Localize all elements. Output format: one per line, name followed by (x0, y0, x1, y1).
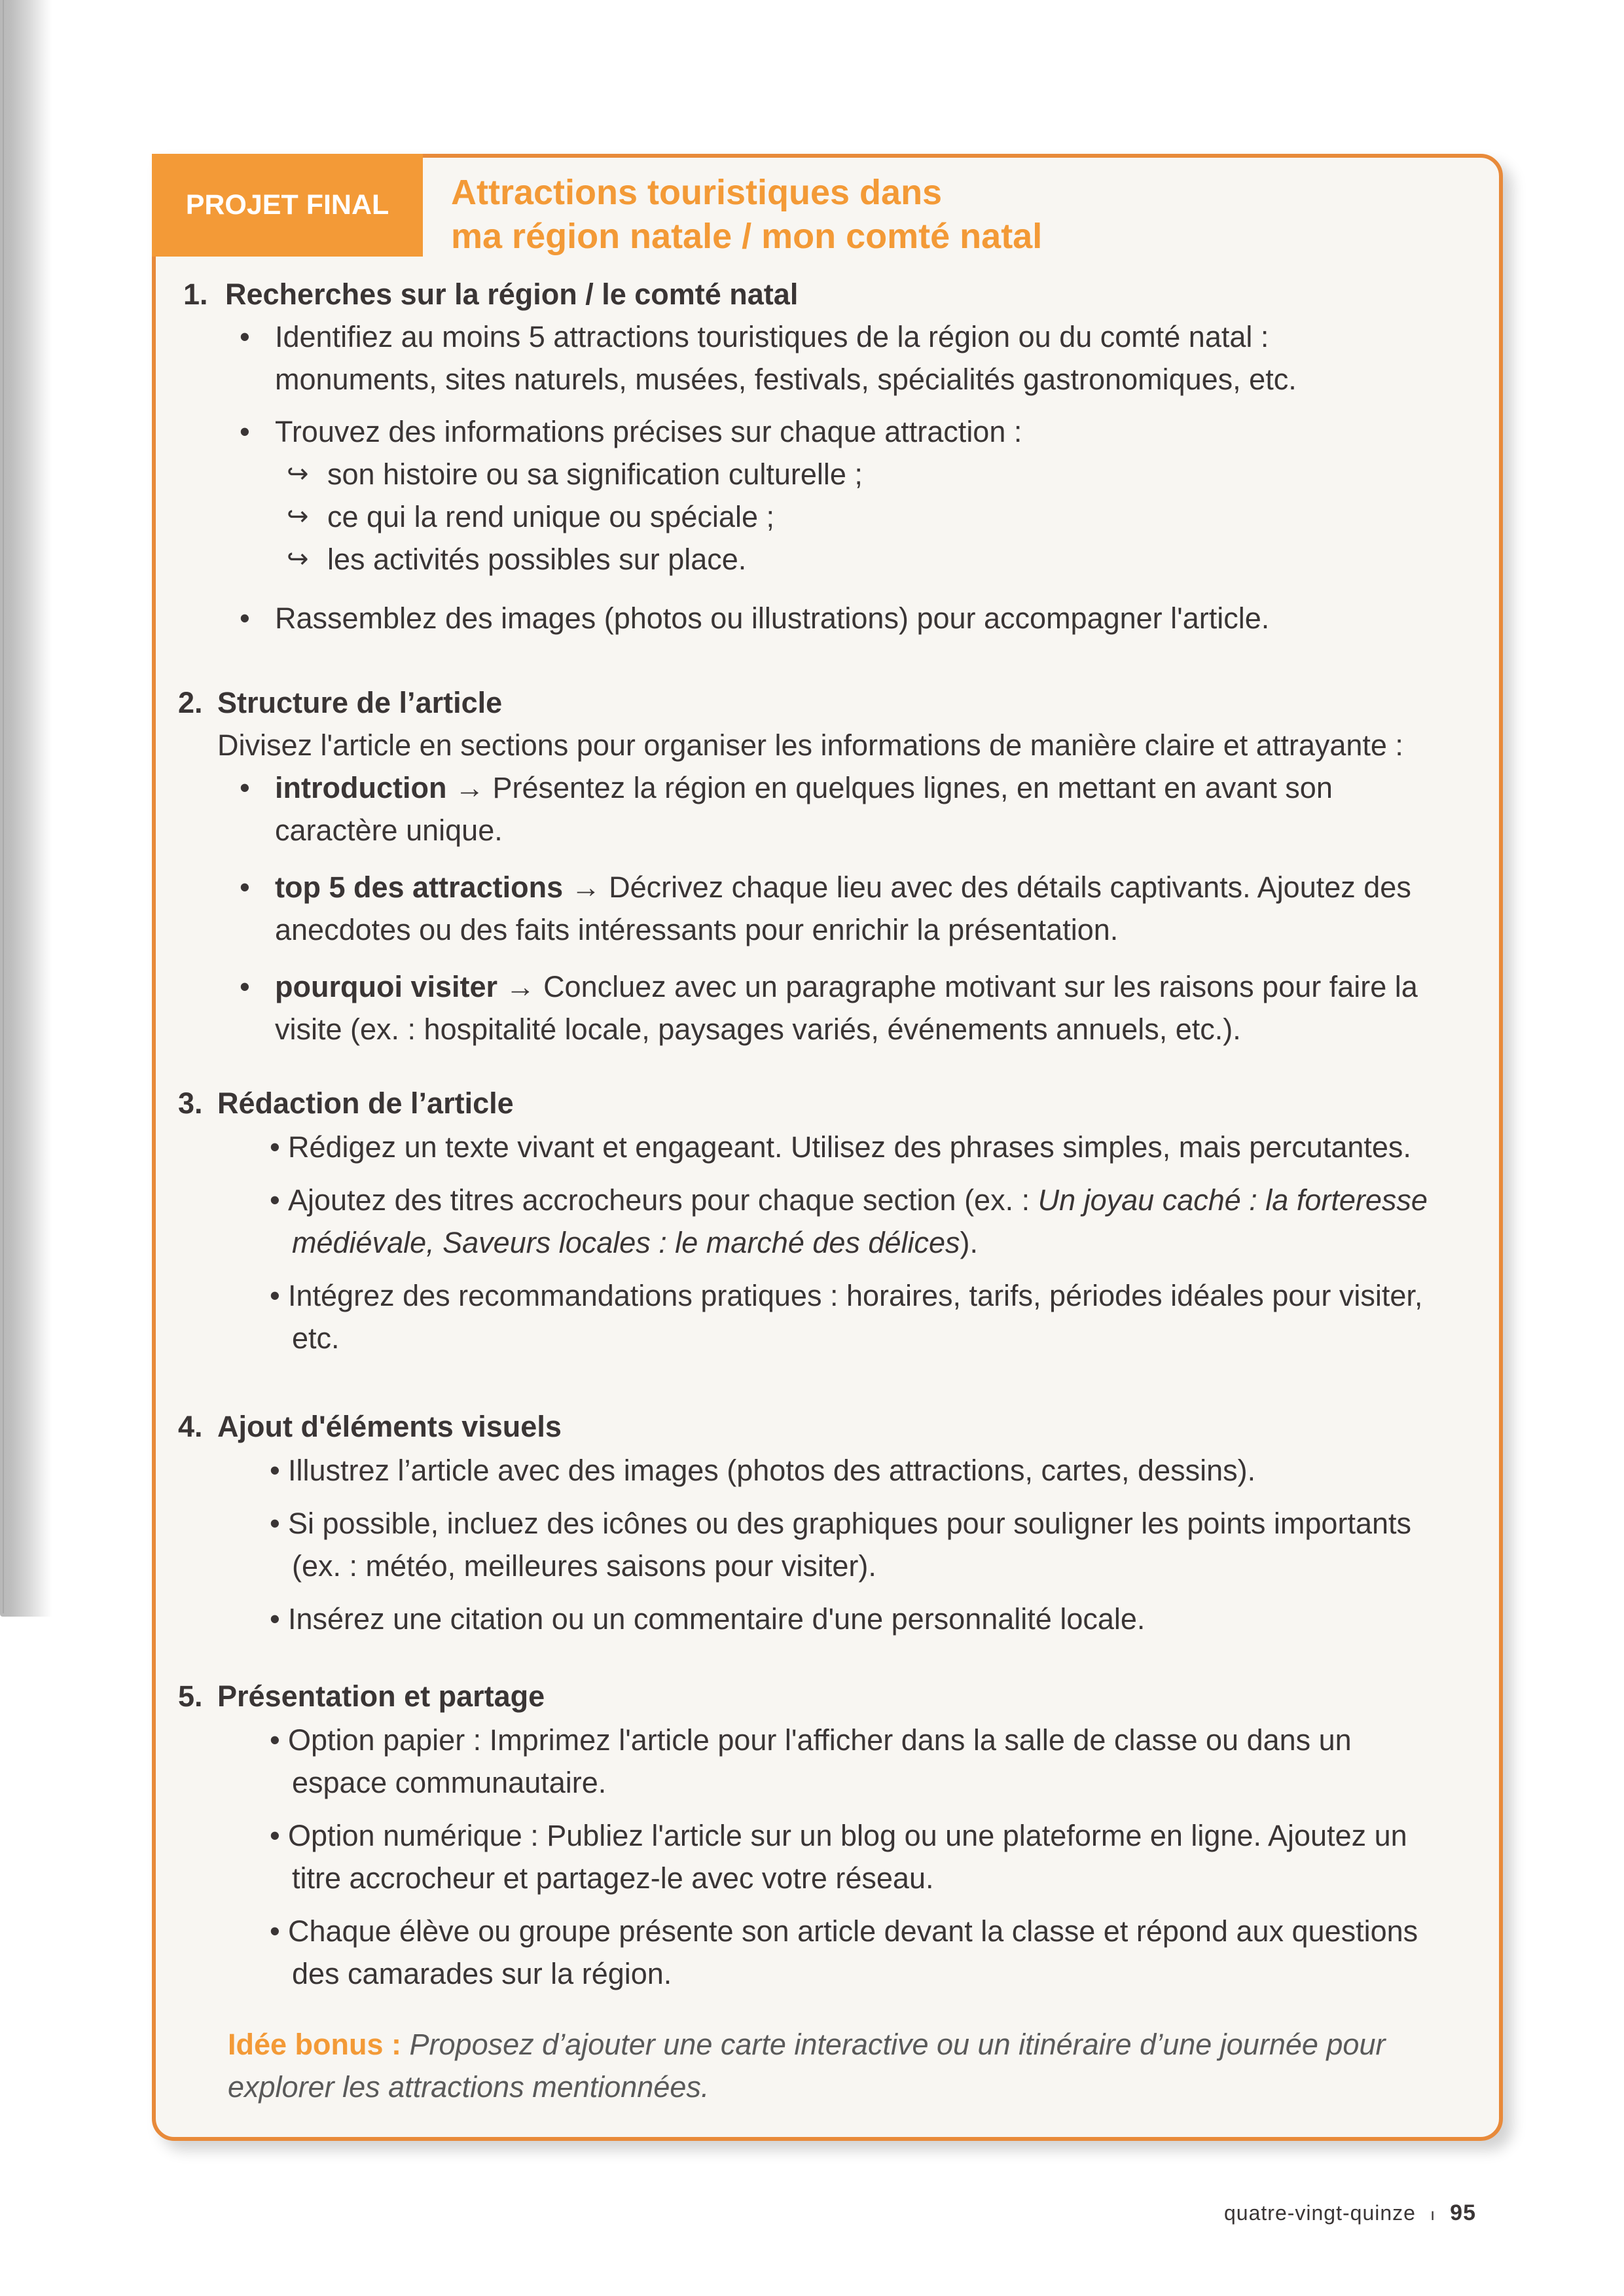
hook-arrow-icon: ↪ (287, 459, 309, 488)
list-item-text: Chaque élève ou groupe présente son article devant la classe et répond aux questions (288, 1914, 1418, 1948)
list-item-text: Si possible, incluez des icônes ou des graphiques pour souligner les points importants (288, 1507, 1411, 1540)
section-number: 3. (178, 1086, 203, 1120)
project-tag: PROJET FINAL (152, 154, 423, 257)
page-fold-line (3, 0, 4, 1613)
title-line-1: Attractions touristiques dans (451, 173, 943, 212)
bullet-icon: • (270, 1507, 280, 1540)
list-item-text: Ajoutez des titres accrocheurs pour chaque section (ex. : (288, 1183, 1038, 1217)
bonus-text: Proposez d’ajouter une carte interactive ou un itinéraire d’une journée pour explorer les attractions mentionnées. (228, 2028, 1386, 2104)
section-title: Rédaction de l’article (217, 1086, 514, 1120)
list-item-text: Option papier : Imprimez l'article pour l'afficher dans la salle de classe ou dans un (288, 1723, 1352, 1757)
bonus-idea (228, 2023, 1452, 2108)
list-item-text: Concluez avec un paragraphe motivant sur les raisons pour faire la (543, 970, 1418, 1003)
bullet-icon: • (240, 320, 250, 353)
list-item-text: Insérez une citation ou un commentaire d'une personnalité locale. (288, 1602, 1146, 1636)
term-label: pourquoi visiter (275, 970, 498, 1003)
section-number: 5. (178, 1679, 203, 1713)
project-card (152, 154, 1503, 2141)
footer-separator: ı (1430, 2204, 1436, 2224)
term-label: top 5 des attractions (275, 870, 564, 904)
page-number: 95 (1450, 2200, 1476, 2225)
hook-arrow-icon: ↪ (287, 502, 309, 531)
bullet-icon: • (270, 1183, 280, 1217)
list-item-text: Option numérique : Publiez l'article sur un blog ou une plateforme en ligne. Ajoutez un (288, 1819, 1407, 1852)
list-item-text: monuments, sites naturels, musées, festivals, spécialités gastronomiques, etc. (275, 363, 1297, 396)
list-item-text: espace communautaire. (292, 1766, 607, 1799)
section-number: 4. (178, 1410, 203, 1443)
bullet-icon: • (240, 601, 250, 635)
arrow-icon: → (505, 970, 535, 1003)
arrow-icon: → (454, 771, 484, 804)
list-item-text: caractère unique. (275, 814, 503, 847)
sub-item-text: ce qui la rend unique ou spéciale ; (327, 500, 774, 533)
bullet-icon: • (270, 1279, 280, 1312)
section-title: Recherches sur la région / le comté natal (225, 278, 799, 311)
list-item-text: Rassemblez des images (photos ou illustrations) pour accompagner l'article. (275, 601, 1270, 635)
bullet-icon: • (270, 1602, 280, 1636)
list-item-text: ). (960, 1226, 978, 1259)
list-item-text: Rédigez un texte vivant et engageant. Utilisez des phrases simples, mais percutantes. (288, 1130, 1411, 1164)
example-title: Un joyau caché : la forteresse (1038, 1183, 1428, 1217)
section-number: 2. (178, 686, 203, 719)
project-title (451, 171, 1042, 259)
list-item-text: etc. (292, 1321, 340, 1355)
bullet-icon: • (240, 415, 250, 448)
list-item-text: Trouvez des informations précises sur chaque attraction : (275, 415, 1022, 448)
term-label: introduction (275, 771, 447, 804)
bullet-icon: • (270, 1130, 280, 1164)
page-fold-shadow (0, 0, 52, 1617)
list-item-text: visite (ex. : hospitalité locale, paysages variés, événements annuels, etc.). (275, 1013, 1241, 1046)
list-item-text: Identifiez au moins 5 attractions touristiques de la région ou du comté natal : (275, 320, 1269, 353)
page-number-words: quatre-vingt-quinze (1224, 2201, 1416, 2225)
bullet-icon: • (240, 870, 250, 904)
arrow-icon: → (571, 870, 601, 904)
list-item-text: des camarades sur la région. (292, 1957, 672, 1990)
hook-arrow-icon: ↪ (287, 545, 309, 573)
sub-item-text: les activités possibles sur place. (327, 543, 747, 576)
section-title: Ajout d'éléments visuels (217, 1410, 562, 1443)
bullet-icon: • (270, 1454, 280, 1487)
section-title: Structure de l’article (217, 686, 503, 719)
list-item-text: Décrivez chaque lieu avec des détails captivants. Ajoutez des (609, 870, 1411, 904)
title-line-2: ma région natale / mon comté natal (451, 217, 1043, 256)
section-title: Présentation et partage (217, 1679, 545, 1713)
list-item-text: (ex. : météo, meilleures saisons pour visiter). (292, 1549, 876, 1583)
bullet-icon: • (240, 771, 250, 804)
bullet-icon: • (270, 1723, 280, 1757)
bonus-label: Idée bonus : (228, 2028, 402, 2061)
list-item-text: Illustrez l’article avec des images (photos des attractions, cartes, dessins). (288, 1454, 1256, 1487)
section-number: 1. (183, 278, 208, 311)
list-item-text: Présentez la région en quelques lignes, en mettant en avant son (492, 771, 1333, 804)
list-item-text: Intégrez des recommandations pratiques : horaires, tarifs, périodes idéales pour visiter, (288, 1279, 1423, 1312)
page-footer (1224, 2200, 1476, 2226)
section-intro: Divisez l'article en sections pour organiser les informations de manière claire et attrayante : (217, 728, 1403, 762)
bullet-icon: • (240, 970, 250, 1003)
list-item-text: titre accrocheur et partagez-le avec votre réseau. (292, 1861, 934, 1895)
bullet-icon: • (270, 1819, 280, 1852)
sub-item-text: son histoire ou sa signification culturelle ; (327, 457, 863, 491)
example-title: médiévale, Saveurs locales : le marché des délices (292, 1226, 960, 1259)
list-item-text: anecdotes ou des faits intéressants pour enrichir la présentation. (275, 913, 1119, 946)
bullet-icon: • (270, 1914, 280, 1948)
